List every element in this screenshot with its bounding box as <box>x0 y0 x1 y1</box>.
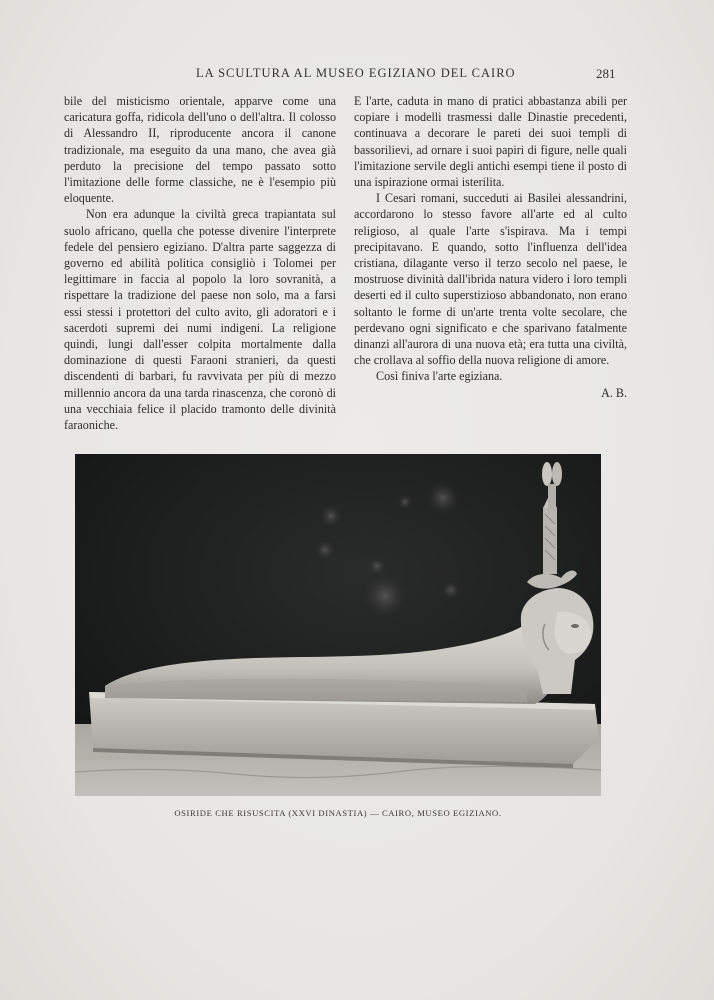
osiris-sculpture-image <box>75 454 601 796</box>
paragraph: I Cesari romani, succeduti ai Basilei alessandrini, accordarono lo stesso favore all'arte ed al culto religioso, al quale l'arte s'ispirava. Ma i tempi precipitavano. E quando, sotto l'influenza dell'idea cristiana, dilagante verso il terzo secolo nel paese, le mostruose divinità dall'ibrida natura videro i loro templi deserti ed il culto superstizioso abbandonato, non erano soltanto le forme di un'arte trenta volte secolare, che perdevano ogni significato e che sparivano fatalmente dinanzi all'aurora di una nuova età; era tutta una civiltà, che crollava al soffio della nuova religione di amore. <box>354 191 627 368</box>
left-column <box>64 93 336 433</box>
author-signature: A. B. <box>601 385 627 400</box>
paragraph: bile del misticismo orientale, apparve come una caricatura goffa, ridicola dell'uno o dell'altra. Il colosso di Alessandro II, riproducente ancora il canone tradizionale, ma eseguito da una mano, che avea già perduto la precisione del tempo passato sotto l'imitazione delle forme classiche, ne è l'esempio più eloquente. <box>64 94 336 206</box>
paragraph: E l'arte, caduta in mano di pratici abbastanza abili per copiare i modelli trasmessi dalle Dinastie precedenti, continuava a decorare le pareti dei suoi templi di bassorilievi, ad ornare i suoi papiri di figure, nelle quali l'imitazione servile degli antichi esempi tiene il posto di una ispirazione ormai isterilita. <box>354 94 627 190</box>
page-number: 281 <box>596 66 616 81</box>
sculpture-photograph <box>75 454 601 796</box>
running-title: LA SCULTURA AL MUSEO EGIZIANO DEL CAIRO <box>196 66 516 80</box>
figure-caption: OSIRIDE CHE RISUSCITA (XXVI DINASTIA) — CAIRO, MUSEO EGIZIANO. <box>174 808 502 818</box>
paragraph: Non era adunque la civiltà greca trapiantata sul suolo africano, quella che potesse divenire l'interprete fedele del pensiero egiziano. D'altra parte saggezza di governo ed abilità politica consigliò i Tolomei per legittimare in faccia al popolo la loro sovranità, a rispettare la tradizione del paese non solo, ma a farsi essi stessi i protettori del culto avito, gli adoratori e i sacerdoti supremi dei numi indigeni. La religione quindi, lungi dall'esser colpita mortalmente dalla dominazione di questi Faraoni stranieri, da questi discendenti di barbari, fu ravvivata per più di mezzo millennio ancora da una tarda rinascenza, che coronò di una vecchiaia felice il placido tramonto delle divinità faraoniche. <box>64 207 336 433</box>
paragraph: Così finiva l'arte egiziana. <box>376 369 503 384</box>
right-column <box>354 93 627 401</box>
